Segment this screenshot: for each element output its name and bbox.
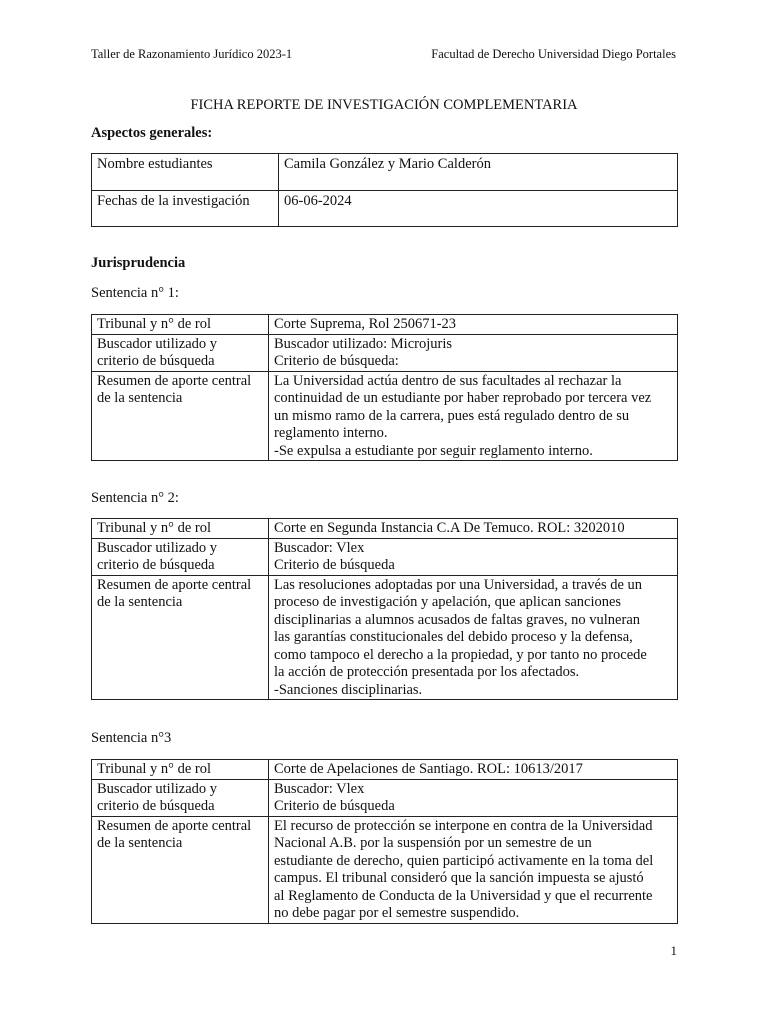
label-line: Resumen de aporte central — [97, 817, 252, 834]
table-row — [92, 154, 678, 191]
value-line: Buscador: Vlex — [274, 539, 365, 556]
table-row — [92, 334, 678, 371]
row-value — [269, 334, 678, 371]
label-line: de la sentencia — [97, 835, 183, 851]
value-line: Buscador: Vlex — [274, 780, 365, 797]
row-value — [269, 371, 678, 461]
row-label: Nombre estudiantes — [92, 154, 279, 191]
value-line: Criterio de búsqueda — [274, 557, 395, 573]
label-line: Buscador utilizado y — [97, 539, 218, 556]
value-line: Las resoluciones adoptadas por una Universidad, a través de un — [274, 576, 643, 593]
row-label — [92, 575, 269, 700]
value-line: un mismo ramo de la carrera, pues está regulado dentro de su — [274, 407, 630, 424]
value-line: -Sanciones disciplinarias. — [274, 681, 423, 698]
page-number: 1 — [670, 943, 677, 958]
table-row — [92, 315, 678, 335]
value-line: Criterio de búsqueda: — [274, 353, 399, 369]
row-value — [269, 816, 678, 923]
value-line: continuidad de un estudiante por haber reprobado por tercera vez — [274, 390, 652, 406]
value-line: Criterio de búsqueda — [274, 798, 395, 814]
row-value: Corte de Apelaciones de Santiago. ROL: 10613/2017 — [269, 760, 678, 780]
value-line: las garantías constitucionales del debido proceso y la defensa, — [274, 629, 633, 645]
value-line: disciplinarias a alumnos acusados de faltas graves, no vulneran — [274, 611, 641, 628]
header-faculty: Facultad de Derecho Universidad Diego Portales — [431, 47, 676, 61]
label-line: criterio de búsqueda — [97, 353, 215, 369]
label-line: criterio de búsqueda — [97, 557, 215, 573]
value-line: no debe pagar por el semestre suspendido. — [274, 905, 520, 921]
label-line: Buscador utilizado y — [97, 335, 218, 352]
header-course: Taller de Razonamiento Jurídico 2023-1 — [91, 47, 293, 61]
row-value: Corte Suprema, Rol 250671-23 — [269, 315, 678, 335]
label-line: Resumen de aporte central — [97, 576, 252, 593]
row-value: Camila González y Mario Calderón — [279, 154, 678, 191]
value-line: Buscador utilizado: Microjuris — [274, 335, 452, 352]
row-value: 06-06-2024 — [279, 191, 678, 227]
row-label — [92, 371, 269, 461]
row-value: Corte en Segunda Instancia C.A De Temuco. ROL: 3202010 — [269, 519, 678, 539]
value-line: El recurso de protección se interpone en contra de la Universidad — [274, 817, 653, 834]
row-label: Tribunal y n° de rol — [92, 315, 269, 335]
row-label — [92, 334, 269, 371]
label-line: de la sentencia — [97, 390, 183, 406]
value-line: al Reglamento de Conducta de la Universidad y que el recurrente — [274, 887, 653, 904]
value-line: reglamento interno. — [274, 425, 388, 441]
jurisprudencia-heading: Jurisprudencia — [91, 255, 186, 271]
row-label: Tribunal y n° de rol — [92, 760, 269, 780]
sentencia-2-label: Sentencia n° 2: — [91, 490, 179, 506]
table-row — [92, 371, 678, 461]
document-title: FICHA REPORTE DE INVESTIGACIÓN COMPLEMENTARIA — [190, 97, 578, 113]
label-line: criterio de búsqueda — [97, 798, 215, 814]
value-line: campus. El tribunal consideró que la sanción impuesta se ajustó — [274, 870, 644, 886]
table-row — [92, 191, 678, 227]
table-row — [92, 816, 678, 923]
general-table — [91, 153, 678, 227]
sentencia-3-label: Sentencia n°3 — [91, 730, 172, 746]
table-row — [92, 538, 678, 575]
value-line: La Universidad actúa dentro de sus facultades al rechazar la — [274, 372, 622, 389]
row-label — [92, 816, 269, 923]
label-line: Buscador utilizado y — [97, 780, 218, 797]
value-line: proceso de investigación y apelación, que aplican sanciones — [274, 594, 622, 610]
value-line: como tampoco el derecho a la propiedad, y por tanto no procede — [274, 646, 647, 663]
row-label: Tribunal y n° de rol — [92, 519, 269, 539]
row-value — [269, 538, 678, 575]
label-line: Resumen de aporte central — [97, 372, 252, 389]
sentencia-3-table — [91, 759, 678, 924]
value-line: la acción de protección presentada por los afectados. — [274, 664, 580, 680]
general-heading: Aspectos generales: — [91, 125, 213, 141]
label-line: de la sentencia — [97, 594, 183, 610]
value-line: -Se expulsa a estudiante por seguir reglamento interno. — [274, 442, 593, 459]
row-label: Fechas de la investigación — [92, 191, 279, 227]
row-label — [92, 538, 269, 575]
row-value — [269, 779, 678, 816]
table-row — [92, 760, 678, 780]
table-row — [92, 519, 678, 539]
row-value — [269, 575, 678, 700]
sentencia-1-label: Sentencia n° 1: — [91, 285, 179, 301]
table-row — [92, 779, 678, 816]
table-row — [92, 575, 678, 700]
sentencia-1-table — [91, 314, 678, 461]
value-line: Nacional A.B. por la suspensión por un semestre de un — [274, 835, 592, 851]
sentencia-2-table — [91, 518, 678, 700]
row-label — [92, 779, 269, 816]
value-line: estudiante de derecho, quien participó activamente en la toma del — [274, 852, 654, 869]
